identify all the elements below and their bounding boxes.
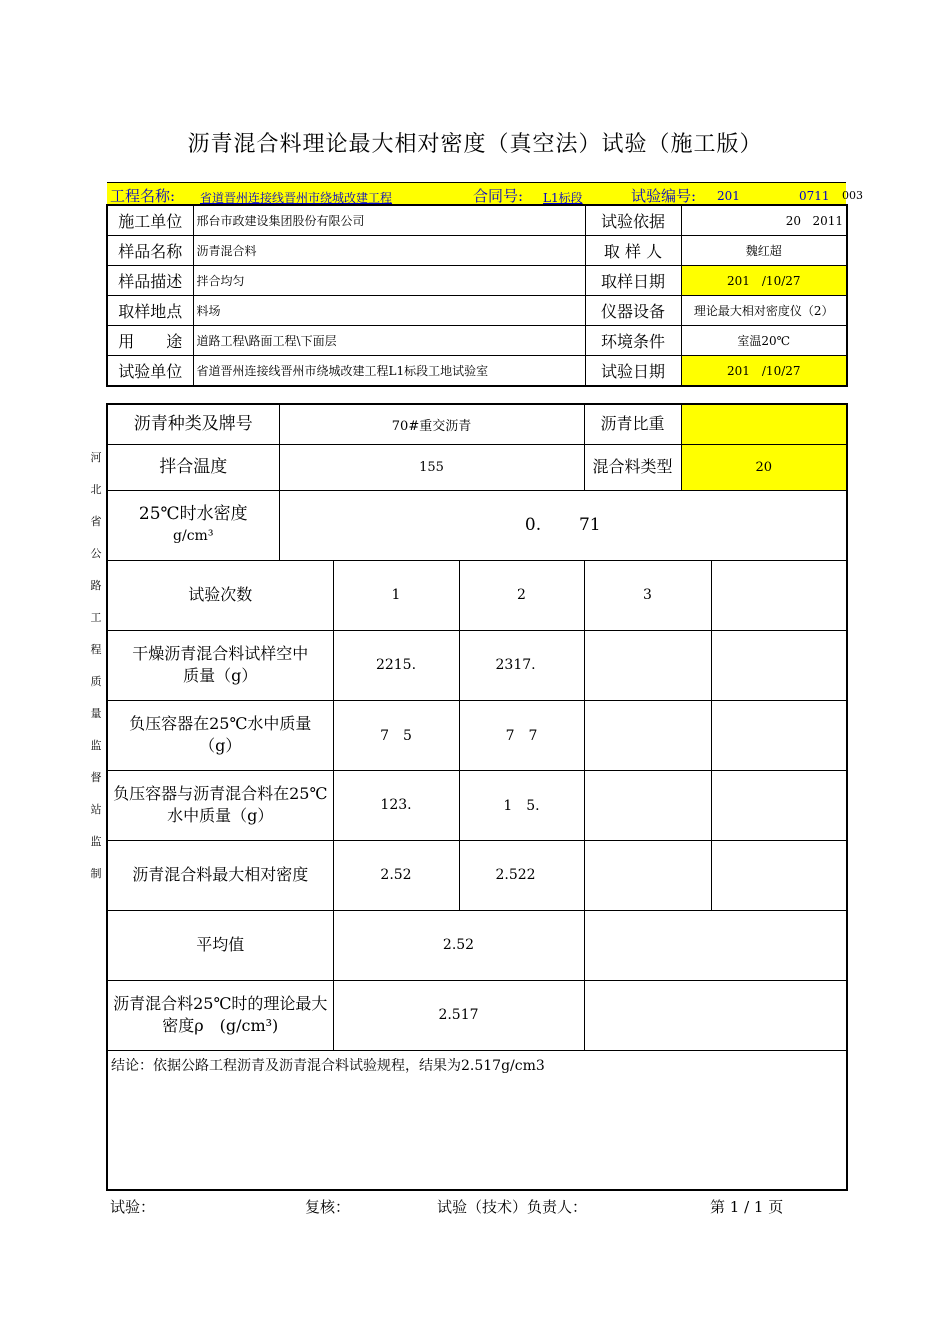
project-value: 省道晋州连接线晋州市绕城改建工程	[200, 191, 393, 205]
side-char: 量	[90, 707, 102, 720]
side-char: 质	[90, 675, 102, 688]
theory-blank	[584, 980, 847, 1050]
side-char: 北	[90, 483, 102, 496]
water-density-value	[279, 490, 847, 560]
test-no-part-b: 0711	[799, 189, 830, 203]
test-date-value: 201 /10/27	[681, 356, 847, 387]
construction-unit-label: 施工单位	[107, 205, 193, 236]
side-char: 路	[90, 579, 102, 592]
trial-3: 3	[584, 560, 711, 630]
sample-name-label: 样品名称	[107, 236, 193, 266]
page-title: 沥青混合料理论最大相对密度（真空法）试验（施工版）	[187, 132, 763, 157]
container-mass-1: 7 5	[333, 700, 459, 770]
max-rel-density-1: 2.52	[333, 840, 459, 910]
basis-label: 试验依据	[585, 205, 681, 236]
test-no-part-a: 201	[717, 189, 740, 203]
basis-part-b: 2011	[812, 213, 843, 228]
sample-date-value: 201 /10/27	[681, 266, 847, 296]
max-rel-density-3	[584, 840, 711, 910]
average-label: 平均值	[107, 910, 333, 980]
dry-mass-label: 干燥沥青混合料试样空中质量（g）	[107, 630, 333, 700]
dry-mass-3	[584, 630, 711, 700]
theory-density-label: 沥青混合料25℃时的理论最大密度ρ (g/cm³)	[107, 980, 333, 1050]
side-char: 公	[90, 547, 102, 560]
side-char: 省	[90, 515, 102, 528]
test-date-label: 试验日期	[585, 356, 681, 387]
trial-4	[711, 560, 847, 630]
sample-desc-value: 拌合均匀	[193, 266, 585, 296]
test-no-label: 试验编号:	[631, 187, 697, 205]
project-label: 工程名称:	[110, 187, 176, 205]
side-char: 工	[90, 611, 102, 624]
footer-reviewer-label: 复核：	[305, 1198, 351, 1216]
usage-value: 道路工程\路面工程\下面层	[193, 326, 585, 356]
mix-temp-label: 拌合温度	[107, 444, 279, 490]
container-mix-mass-3	[584, 770, 711, 840]
mix-temp-value: 155	[279, 444, 584, 490]
container-mix-mass-2: 1 5.	[459, 770, 584, 840]
asphalt-sg-label: 沥青比重	[584, 404, 681, 444]
average-value: 2.52	[333, 910, 584, 980]
container-mix-mass-label: 负压容器与沥青混合料在25℃水中质量（g）	[107, 770, 333, 840]
asphalt-type-value: 70#重交沥青	[279, 404, 584, 444]
asphalt-type-label: 沥青种类及牌号	[107, 404, 279, 444]
container-mass-2: 7 7	[459, 700, 584, 770]
test-unit-label: 试验单位	[107, 356, 193, 387]
max-rel-density-label: 沥青混合料最大相对密度	[107, 840, 333, 910]
water-density-label-line1: 25℃时水密度	[138, 504, 248, 524]
test-unit-value: 省道晋州连接线晋州市绕城改建工程L1标段工地试验室	[193, 356, 585, 387]
mix-type-label: 混合料类型	[584, 444, 681, 490]
info-table	[106, 204, 848, 387]
asphalt-sg-value	[681, 404, 847, 444]
header-strip	[107, 182, 863, 205]
environment-label: 环境条件	[585, 326, 681, 356]
page-number: 第 1 / 1 页	[710, 1198, 784, 1216]
footer-responsible-label: 试验（技术）负责人：	[437, 1198, 588, 1216]
sample-place-value: 料场	[193, 296, 585, 326]
side-char: 河	[90, 451, 102, 464]
construction-unit-value: 邢台市政建设集团股份有限公司	[193, 205, 585, 236]
side-char: 程	[90, 643, 102, 656]
basis-part-a: 20	[785, 213, 801, 228]
dry-mass-1: 2215.	[333, 630, 459, 700]
sample-place-label: 取样地点	[107, 296, 193, 326]
side-char: 督	[90, 771, 102, 784]
side-char: 监	[90, 835, 102, 848]
side-vertical-text	[88, 442, 104, 890]
container-mass-label: 负压容器在25℃水中质量（g）	[107, 700, 333, 770]
container-mass-3	[584, 700, 711, 770]
dry-mass-2: 2317.	[459, 630, 584, 700]
conclusion: 结论：依据公路工程沥青及沥青混合料试验规程，结果为2.517g/cm3	[107, 1050, 847, 1190]
container-mass-4	[711, 700, 847, 770]
side-char: 制	[90, 867, 102, 880]
water-density-part-b: 71	[578, 515, 601, 535]
sample-name-value: 沥青混合料	[193, 236, 585, 266]
water-density-part-a: 0.	[524, 515, 542, 535]
test-results-table	[106, 403, 848, 1191]
water-density-label-line2: g/cm³	[173, 528, 214, 544]
sample-desc-label: 样品描述	[107, 266, 193, 296]
container-mix-mass-4	[711, 770, 847, 840]
max-rel-density-4	[711, 840, 847, 910]
dry-mass-4	[711, 630, 847, 700]
sampler-label: 取 样 人	[585, 236, 681, 266]
theory-density-value: 2.517	[333, 980, 584, 1050]
side-char: 站	[90, 803, 102, 816]
trial-1: 1	[333, 560, 459, 630]
trial-2: 2	[459, 560, 584, 630]
footer-tester-label: 试验：	[110, 1198, 156, 1216]
sample-date-label: 取样日期	[585, 266, 681, 296]
equipment-value: 理论最大相对密度仪（2）	[681, 296, 847, 326]
contract-value: L1标段	[543, 191, 583, 205]
equipment-label: 仪器设备	[585, 296, 681, 326]
test-no-part-c: 003	[842, 189, 863, 202]
max-rel-density-2: 2.522	[459, 840, 584, 910]
sampler-value: 魏红超	[681, 236, 847, 266]
contract-label: 合同号:	[473, 187, 524, 205]
usage-label: 用 途	[107, 326, 193, 356]
trial-label: 试验次数	[107, 560, 333, 630]
side-char: 监	[90, 739, 102, 752]
average-blank	[584, 910, 847, 980]
container-mix-mass-1: 123.	[333, 770, 459, 840]
mix-type-value: 20	[681, 444, 847, 490]
environment-value: 室温20℃	[681, 326, 847, 356]
water-density-label	[107, 490, 279, 560]
basis-value	[681, 205, 847, 236]
